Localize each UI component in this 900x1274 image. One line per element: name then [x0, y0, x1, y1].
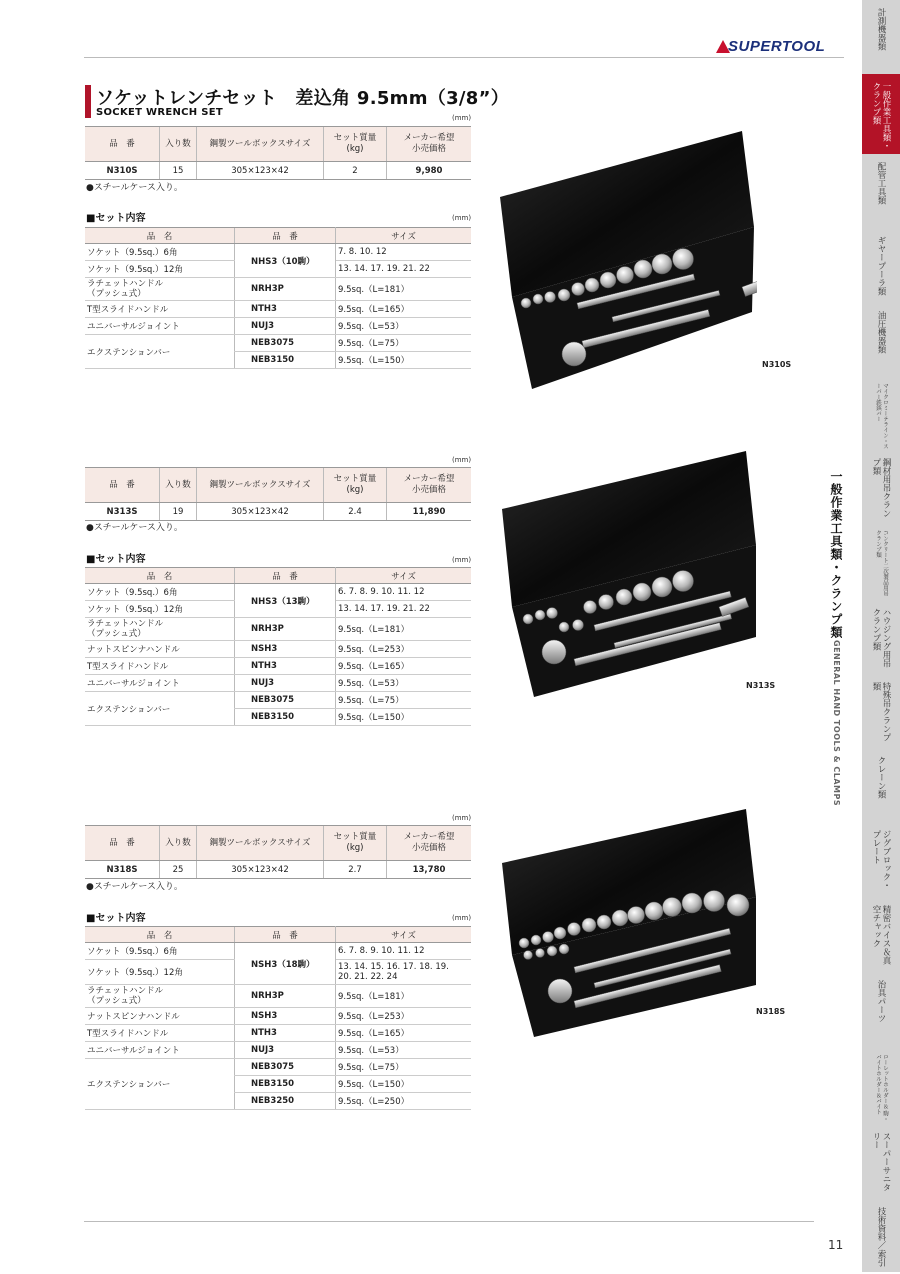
spec-header-price: メーカー希望 小売価格 [387, 468, 472, 503]
spec-price: 9,980 [387, 162, 472, 180]
contents-title: ■セット内容 [86, 913, 146, 924]
item-code: NSH3（18駒） [235, 943, 336, 985]
item-name: ソケット（9.5sq.）12角 [85, 261, 235, 278]
contents-header-name: 品 名 [85, 927, 235, 943]
item-size: 9.5sq.（L=165） [336, 1025, 472, 1042]
side-tab-8[interactable] [862, 522, 900, 602]
case-note: ●スチールケース入り。 [86, 183, 183, 193]
header-divider [84, 57, 844, 58]
item-name: ラチェットハンドル （プッシュ式） [85, 618, 235, 641]
item-code: NTH3 [235, 1025, 336, 1042]
item-name: ラチェットハンドル （プッシュ式） [85, 985, 235, 1008]
spec-qty: 19 [160, 503, 197, 521]
spec-code: N318S [85, 861, 160, 879]
spec-table-n310s [85, 126, 471, 180]
side-tab-label: ローレットホルダー＆ 駒・バイトホルダー＆バイト [875, 1054, 888, 1122]
side-tab-11[interactable] [862, 748, 900, 824]
spec-price: 11,890 [387, 503, 472, 521]
item-name: ナットスピンナハンドル [85, 641, 235, 658]
item-size: 9.5sq.（L=75） [336, 1059, 472, 1076]
case-note: ●スチールケース入り。 [86, 523, 183, 533]
item-size: 13. 14. 17. 19. 21. 22 [336, 261, 472, 278]
side-tab-label: 配管工具類 [876, 162, 886, 205]
item-size: 9.5sq.（L=181） [336, 985, 472, 1008]
side-tab-16[interactable] [862, 1124, 900, 1201]
side-tab-label: クレーン類 [876, 756, 886, 799]
item-code: NRH3P [235, 618, 336, 641]
item-name: T型スライドハンドル [85, 1025, 235, 1042]
spec-header-mass: セット質量 (kg) [324, 826, 387, 861]
item-code: NEB3075 [235, 1059, 336, 1076]
spec-header-qty: 入り数 [160, 826, 197, 861]
spec-qty: 25 [160, 861, 197, 879]
spec-mass: 2.7 [324, 861, 387, 879]
unit-label: (mm) [452, 114, 472, 122]
spec-table-n318s [85, 825, 471, 879]
side-tab-label: 一般作業工具類・クランプ類 [871, 82, 891, 150]
case-note: ●スチールケース入り。 [86, 882, 183, 892]
spec-header-box: 鋼製ツールボックスサイズ [197, 127, 324, 162]
item-code: NSH3 [235, 1008, 336, 1025]
contents-header-size: サイズ [336, 927, 472, 943]
footer-divider [84, 1221, 814, 1222]
item-name: エクステンションバー [85, 335, 235, 369]
unit-label: (mm) [452, 556, 472, 564]
item-name: ユニバーサルジョイント [85, 318, 235, 335]
contents-header-code: 品 番 [235, 927, 336, 943]
contents-header-size: サイズ [336, 228, 472, 244]
side-tab-14[interactable] [862, 972, 900, 1048]
photo-caption: N310S [762, 360, 792, 369]
item-size: 13. 14. 15. 16. 17. 18. 19. 20. 21. 22. 24 [336, 960, 472, 985]
spec-qty: 15 [160, 162, 197, 180]
item-size: 9.5sq.（L=181） [336, 278, 472, 301]
item-name: ユニバーサルジョイント [85, 1042, 235, 1059]
item-name: ソケット（9.5sq.）6角 [85, 584, 235, 601]
side-tab-15[interactable] [862, 1046, 900, 1126]
spec-header-price: メーカー希望 小売価格 [387, 127, 472, 162]
side-tab-label: コンクリート二次製品用吊クランプ類 [875, 530, 888, 596]
item-code: NEB3075 [235, 692, 336, 709]
item-name: エクステンションバー [85, 1059, 235, 1110]
spec-header-box: 鋼製ツールボックスサイズ [197, 468, 324, 503]
supertool-logo [716, 38, 825, 55]
category-label-jp: 一般作業工具類・クランプ類 [829, 470, 843, 639]
item-code: NEB3250 [235, 1093, 336, 1110]
item-size: 9.5sq.（L=150） [336, 352, 472, 369]
item-name: ソケット（9.5sq.）6角 [85, 943, 235, 960]
item-size: 6. 7. 8. 9. 10. 11. 12 [336, 584, 472, 601]
side-tab-5[interactable] [862, 303, 900, 377]
spec-box-size: 305×123×42 [197, 503, 324, 521]
item-name: T型スライドハンドル [85, 301, 235, 318]
item-size: 9.5sq.（L=253） [336, 641, 472, 658]
item-size: 9.5sq.（L=165） [336, 658, 472, 675]
spec-header-code: 品 番 [85, 468, 160, 503]
item-size: 9.5sq.（L=53） [336, 318, 472, 335]
item-size: 9.5sq.（L=53） [336, 1042, 472, 1059]
item-size: 9.5sq.（L=75） [336, 692, 472, 709]
side-tab-label: ハウジング用吊クランプ類 [871, 608, 891, 668]
item-code: NRH3P [235, 278, 336, 301]
side-tab-3[interactable] [862, 154, 900, 230]
item-size: 9.5sq.（L=75） [336, 335, 472, 352]
contents-title: ■セット内容 [86, 213, 146, 224]
spec-mass: 2.4 [324, 503, 387, 521]
title-accent-bar [85, 85, 91, 118]
side-tab-label: 特殊吊クランプ類 [871, 682, 891, 742]
contents-table-n310s [85, 227, 471, 369]
spec-header-qty: 入り数 [160, 468, 197, 503]
item-size: 6. 7. 8. 9. 10. 11. 12 [336, 943, 472, 960]
item-code: NEB3075 [235, 335, 336, 352]
item-code: NEB3150 [235, 352, 336, 369]
category-label-en: GENERAL HAND TOOLS & CLAMPS [832, 640, 841, 807]
item-name: ナットスピンナハンドル [85, 1008, 235, 1025]
side-tab-4[interactable] [862, 228, 900, 305]
toolcase-photo-n310s [492, 127, 757, 392]
page-number: 11 [828, 1238, 844, 1252]
photo-caption: N313S [746, 681, 776, 690]
spec-table-n313s [85, 467, 471, 521]
item-code: NEB3150 [235, 709, 336, 726]
item-name: ソケット（9.5sq.）12角 [85, 960, 235, 985]
side-tab-label: 精密バイス＆真空チャック [871, 905, 891, 965]
contents-table-n318s [85, 926, 471, 1110]
item-code: NHS3（10駒） [235, 244, 336, 278]
side-tab-label: 技術資料／索引 [876, 1207, 886, 1267]
spec-header-mass: セット質量 (kg) [324, 127, 387, 162]
spec-box-size: 305×123×42 [197, 861, 324, 879]
unit-label: (mm) [452, 214, 472, 222]
side-tab-12[interactable] [862, 822, 900, 899]
item-code: NSH3 [235, 641, 336, 658]
unit-label: (mm) [452, 814, 472, 822]
side-tab-label: 油圧機器類 [876, 311, 886, 354]
side-tab-label: ジグブロック・プレート [871, 830, 891, 890]
item-size: 9.5sq.（L=181） [336, 618, 472, 641]
item-code: NRH3P [235, 985, 336, 1008]
spec-code: N313S [85, 503, 160, 521]
item-name: ソケット（9.5sq.）12角 [85, 601, 235, 618]
contents-table-n313s [85, 567, 471, 726]
item-name: T型スライドハンドル [85, 658, 235, 675]
photo-caption: N318S [756, 1007, 786, 1016]
brand-name: SUPERTOOL [728, 38, 826, 55]
contents-header-size: サイズ [336, 568, 472, 584]
spec-mass: 2 [324, 162, 387, 180]
item-size: 9.5sq.（L=165） [336, 301, 472, 318]
spec-header-qty: 入り数 [160, 127, 197, 162]
side-tab-9[interactable] [862, 600, 900, 676]
side-tab-2[interactable] [862, 74, 900, 156]
unit-label: (mm) [452, 914, 472, 922]
spec-header-mass: セット質量 (kg) [324, 468, 387, 503]
item-size: 13. 14. 17. 19. 21. 22 [336, 601, 472, 618]
item-name: ソケット（9.5sq.）6角 [85, 244, 235, 261]
item-size: 9.5sq.（L=150） [336, 1076, 472, 1093]
item-size: 7. 8. 10. 12 [336, 244, 472, 261]
spec-price: 13,780 [387, 861, 472, 879]
spec-header-code: 品 番 [85, 826, 160, 861]
spec-header-box: 鋼製ツールボックスサイズ [197, 826, 324, 861]
side-tab-7[interactable] [862, 450, 900, 524]
side-tab-label: 計測機器類 [876, 8, 886, 51]
spec-header-code: 品 番 [85, 127, 160, 162]
side-tab-17[interactable] [862, 1199, 900, 1274]
item-code: NTH3 [235, 658, 336, 675]
contents-header-name: 品 名 [85, 228, 235, 244]
page-subtitle: SOCKET WRENCH SET [96, 107, 223, 118]
side-tab-label: 鋼材用吊クランプ類 [871, 458, 891, 518]
contents-title: ■セット内容 [86, 554, 146, 565]
item-name: ユニバーサルジョイント [85, 675, 235, 692]
spec-header-price: メーカー希望 小売価格 [387, 826, 472, 861]
toolcase-photo-n318s [494, 805, 759, 1045]
side-tab-label: ギヤープーラ類 [876, 236, 886, 296]
item-code: NUJ3 [235, 1042, 336, 1059]
item-size: 9.5sq.（L=53） [336, 675, 472, 692]
side-tab-label: 治具パーツ [876, 980, 886, 1023]
item-size: 9.5sq.（L=150） [336, 709, 472, 726]
item-code: NUJ3 [235, 318, 336, 335]
item-code: NHS3（13駒） [235, 584, 336, 618]
item-code: NEB3150 [235, 1076, 336, 1093]
item-name: エクステンションバー [85, 692, 235, 726]
side-tab-label: スーパーサニタリー [871, 1132, 891, 1192]
spec-box-size: 305×123×42 [197, 162, 324, 180]
spec-code: N310S [85, 162, 160, 180]
item-code: NUJ3 [235, 675, 336, 692]
unit-label: (mm) [452, 456, 472, 464]
contents-header-name: 品 名 [85, 568, 235, 584]
item-code: NTH3 [235, 301, 336, 318]
item-name: ラチェットハンドル （プッシュ式） [85, 278, 235, 301]
side-tab-13[interactable] [862, 897, 900, 974]
side-tab-10[interactable] [862, 674, 900, 750]
page-title: ソケットレンチセット 差込角 9.5mm（3/8”） [96, 88, 510, 109]
side-tab-6[interactable] [862, 375, 900, 452]
item-size: 9.5sq.（L=250） [336, 1093, 472, 1110]
contents-header-code: 品 番 [235, 228, 336, 244]
contents-header-code: 品 番 [235, 568, 336, 584]
toolcase-photo-n313s [494, 447, 759, 702]
side-tab-label: マイクロミーテライン・スーパー鉄鋲バー [875, 383, 888, 449]
item-size: 9.5sq.（L=253） [336, 1008, 472, 1025]
side-tab-1[interactable] [862, 0, 900, 76]
